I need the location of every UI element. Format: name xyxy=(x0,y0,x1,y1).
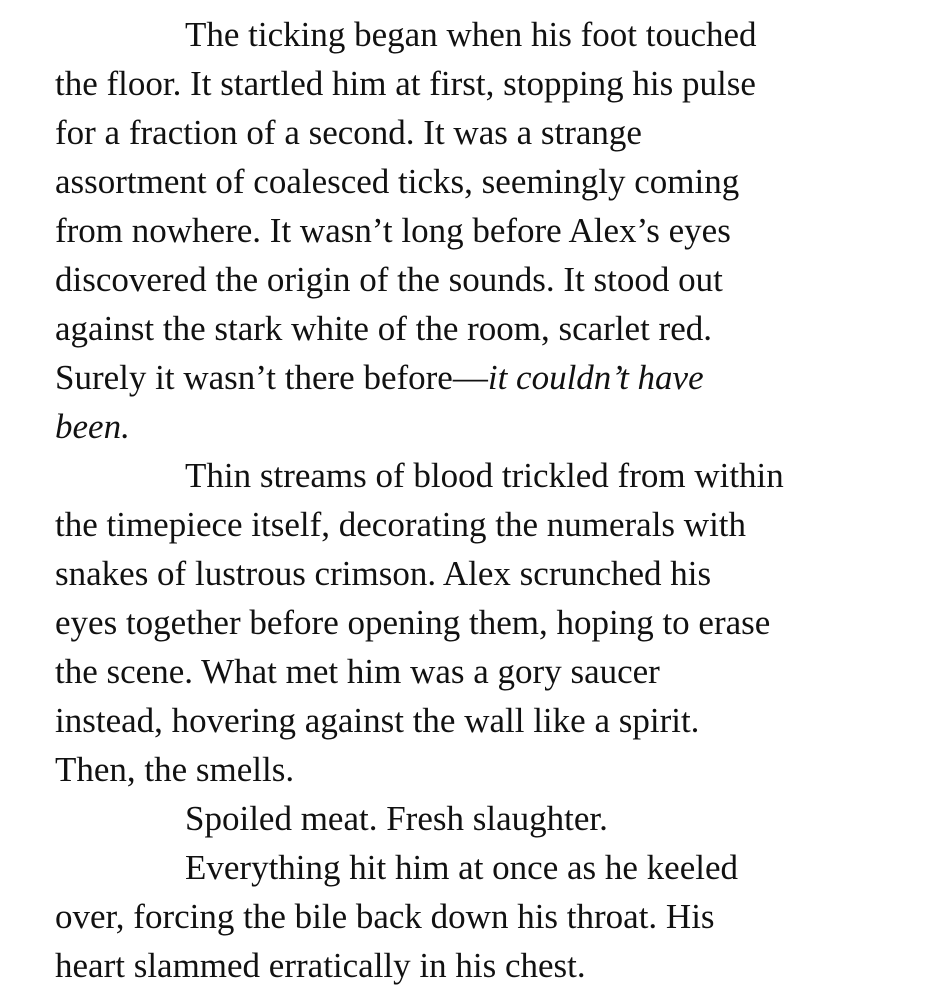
text-line: over, forcing the bile back down his throat. His xyxy=(55,897,715,936)
text-line: Thin streams of blood trickled from within xyxy=(185,456,784,495)
text-line: instead, hovering against the wall like a spirit. xyxy=(55,701,700,740)
text-line xyxy=(55,353,885,402)
text-line: assortment of coalesced ticks, seemingly coming xyxy=(55,162,740,201)
text-line: for a fraction of a second. It was a strange xyxy=(55,113,642,152)
paragraph-4 xyxy=(55,843,885,990)
text-plain: Surely it wasn’t there before— xyxy=(55,358,488,397)
text-italic: been. xyxy=(55,407,130,446)
text-line: Everything hit him at once as he keeled xyxy=(185,848,739,887)
text-line: heart slammed erratically in his chest. xyxy=(55,946,586,985)
text-line: Then, the smells. xyxy=(55,750,295,789)
paragraph-3 xyxy=(55,794,885,843)
text-line: the scene. What met him was a gory saucer xyxy=(55,652,660,691)
paragraph-2 xyxy=(55,451,885,794)
document-page xyxy=(55,10,885,990)
text-line: the timepiece itself, decorating the numerals with xyxy=(55,505,747,544)
text-line: The ticking began when his foot touched xyxy=(185,15,757,54)
text-line: Spoiled meat. Fresh slaughter. xyxy=(185,799,608,838)
paragraph-1 xyxy=(55,10,885,451)
text-line: discovered the origin of the sounds. It stood out xyxy=(55,260,723,299)
text-line: the floor. It startled him at first, stopping his pulse xyxy=(55,64,756,103)
text-line: snakes of lustrous crimson. Alex scrunched his xyxy=(55,554,712,593)
text-line xyxy=(55,402,885,451)
text-line: eyes together before opening them, hoping to erase xyxy=(55,603,771,642)
text-italic: it couldn’t have xyxy=(487,358,704,397)
text-line: from nowhere. It wasn’t long before Alex’s eyes xyxy=(55,211,731,250)
text-line: against the stark white of the room, scarlet red. xyxy=(55,309,713,348)
